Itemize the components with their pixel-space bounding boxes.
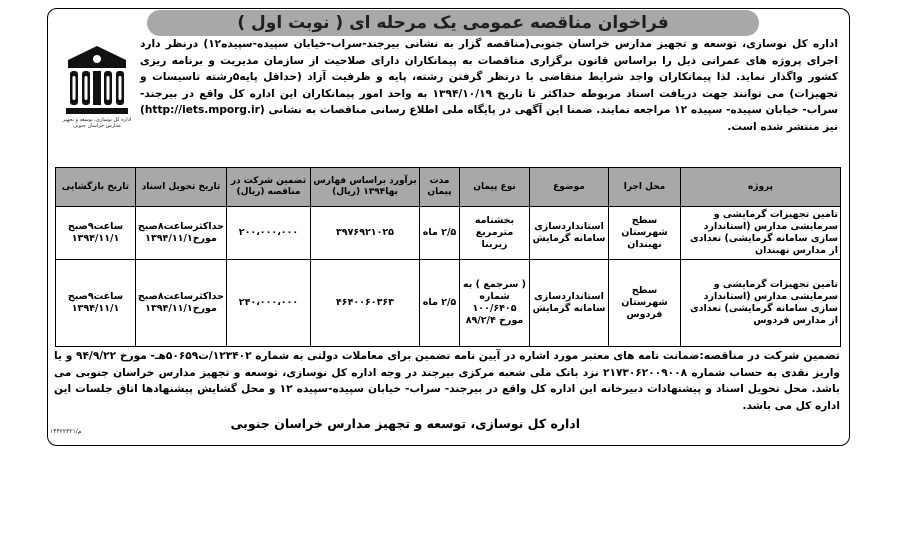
cell-subject: استانداردسازی سامانه گرمایش xyxy=(530,207,609,260)
header-project: پروژه xyxy=(681,168,841,207)
cell-duration: ۲/۵ ماه xyxy=(420,207,460,260)
cell-project: تامین تجهیزات گرمایشی و سرمایشی مدارس (استاندارد سازی سامانه گرمایشی) تعدادی از مدارس فردوس xyxy=(681,260,841,347)
table-row xyxy=(56,260,841,347)
header-subject: موضوع xyxy=(530,168,609,207)
cell-duration: ۲/۵ ماه xyxy=(420,260,460,347)
header-location: محل اجرا xyxy=(609,168,681,207)
guarantee-paragraph xyxy=(54,348,840,414)
cell-guarantee: ۲۴۰،۰۰۰،۰۰۰ xyxy=(227,260,311,347)
cell-delivery: حداکثرساعت۸صبح مورخ۱۳۹۴/۱۱/۱ xyxy=(136,260,227,347)
header-delivery: تاریخ تحویل اسناد xyxy=(136,168,227,207)
intro-paragraph: اداره کل نوسازی، توسعه و تجهیز مدارس خراسان جنوبی(مناقصه گزار به نشانی بیرجند-سراب-خیابان سپیده-سپیده۱۲) درنظر دارد اجرای پروژه های عمرانی ذیل را براساس قانون برگزاری مناقصات به پیمانکاران دارای صلاحیت از سازمان مدیریت و برنامه ریزی کشور واگذار نماید. لذا پیمانکاران واجد شرایط متقاضی با درنظر گرفتن رشته، پایه و ظرفیت آزاد (حداقل پایه۵رشته تاسیسات و تجهیزات) می توانند جهت دریافت اسناد مربوطه حداکثر تا تاریخ ۱۳۹۴/۱۰/۱۹ به واحد امور پیمانکاران این اداره کل واقع در بیرجند- سراب- خیابان سپیده- سپیده ۱۲ مراجعه نمایند. ضمنا این آگهی در پایگاه ملی اطلاع رسانی مناقصات به نشانی (http://iets.mporg.ir) نیز منتشر شده است. xyxy=(140,38,838,133)
header-guarantee: تضمین شرکت در مناقصه (ریال) xyxy=(227,168,311,207)
table-header-row xyxy=(56,168,841,207)
header-contract-type: نوع پیمان xyxy=(460,168,530,207)
header-duration: مدت پیمان xyxy=(420,168,460,207)
publication-code: م/۱۴۴۲۲۳۲۱ xyxy=(50,428,82,435)
cell-opening: ساعت۹صبح ۱۳۹۴/۱۱/۱ xyxy=(56,207,136,260)
cell-contract-type: بخشنامه مترمربع زیربنا xyxy=(460,207,530,260)
issuer-signature: اداره کل نوسازی، توسعه و تجهیز مدارس خراسان جنوبی xyxy=(230,416,580,431)
cell-delivery: حداکثرساعت۸صبح مورخ۱۳۹۴/۱۱/۱ xyxy=(136,207,227,260)
notice-title: فراخوان مناقصه عمومی یک مرحله ای ( نوبت اول ) xyxy=(237,13,669,33)
header-opening: تاریخ بازگشایی xyxy=(56,168,136,207)
logo-caption: اداره کل نوسازی، توسعه و تجهیز مدارس خراسان جنوبی xyxy=(62,117,132,129)
cell-location: سطح شهرستان فردوس xyxy=(609,260,681,347)
cell-opening: ساعت۹صبح ۱۳۹۴/۱۱/۱ xyxy=(56,260,136,347)
cell-subject: استانداردسازی سامانه گرمایش xyxy=(530,260,609,347)
cell-estimate: ۴۶۴۰۰۶۰۳۶۳ xyxy=(311,260,420,347)
guarantee-lead: تضمین شرکت در مناقصه: xyxy=(699,349,840,362)
cell-location: سطح شهرستان نهبندان xyxy=(609,207,681,260)
table-row xyxy=(56,207,841,260)
title-banner xyxy=(147,10,759,36)
cell-guarantee: ۲۰۰،۰۰۰،۰۰۰ xyxy=(227,207,311,260)
header-estimate: برآورد براساس فهارس بها۱۳۹۴ (ریال) xyxy=(311,168,420,207)
tender-table xyxy=(55,167,841,347)
guarantee-body: ضمانت نامه های معتبر مورد اشاره در آیین نامه تضمین برای معاملات دولتی به شماره ۱۲۳۴۰۲/ت۵۰۶۵۹هـ- مورخ ۹۴/۹/۲۲ و یا واریز نقدی به حساب شماره ۲۱۷۳۰۶۲۰۰۹۰۰۸ نزد بانک ملی شعبه مرکزی بیرجند در وجه اداره کل نوسازی، توسعه و تجهیز مدارس خراسان جنوبی می باشد. محل تحویل اسناد و پیشنهادات دبیرخانه این اداره کل واقع در بیرجند- سراب- خیابان سپیده-سپیده ۱۲ و محل گشایش پیشنهادها اتاق جلسات این اداره کل می باشد. xyxy=(54,350,841,412)
cell-contract-type: ( سرجمع ) به شماره ۱۰۰/۶۴۰۵ مورخ ۸۹/۲/۴ xyxy=(460,260,530,347)
cell-estimate: ۳۹۷۶۹۲۱۰۲۵ xyxy=(311,207,420,260)
cell-project: تامین تجهیزات گرمایشی و سرمایشی مدارس (استاندارد سازی سامانه گرمایشی) تعدادی از مدارس نهبندان xyxy=(681,207,841,260)
